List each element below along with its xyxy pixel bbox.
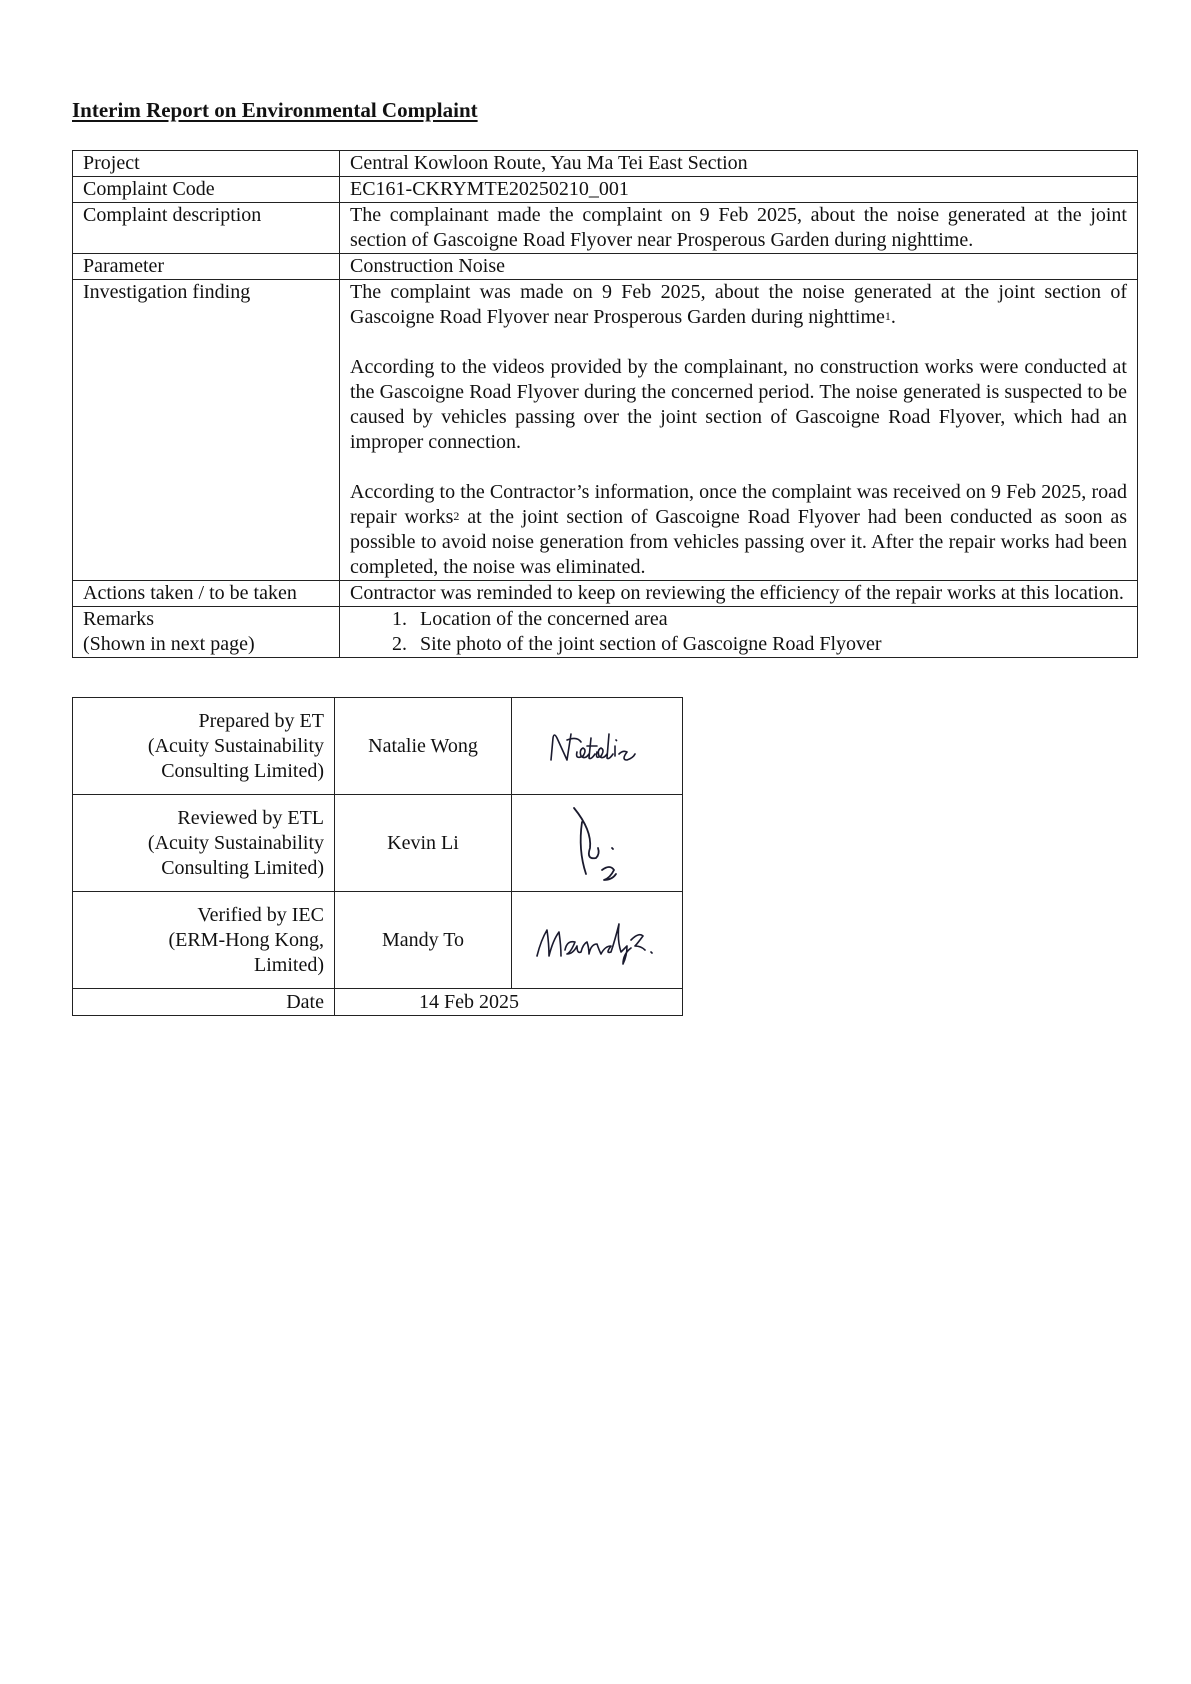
- reviewed-by-name: Kevin Li: [335, 795, 512, 892]
- table-row: [73, 795, 683, 892]
- actions-label: Actions taken / to be taken: [73, 581, 340, 607]
- finding-paragraph-1: [350, 280, 1127, 330]
- table-row: [73, 892, 683, 989]
- project-value: Central Kowloon Route, Yau Ma Tei East Section: [340, 151, 1138, 177]
- investigation-finding-label: Investigation finding: [73, 280, 340, 581]
- project-label: Project: [73, 151, 340, 177]
- reviewed-role-line-3: Consulting Limited): [161, 856, 324, 879]
- prepared-by-name: Natalie Wong: [335, 698, 512, 795]
- list-item: 1. Location of the concerned area: [412, 607, 1127, 632]
- reviewed-role-line-2: (Acuity Sustainability: [147, 831, 324, 854]
- prepared-role-line-1: Prepared by ET: [198, 709, 324, 732]
- table-row: [73, 698, 683, 795]
- finding-paragraph-2: According to the videos provided by the complainant, no construction works were conducted at the Gascoigne Road Flyover during the concerned period. The noise generated is suspected to be caused by vehicles passing over the joint section of Gascoigne Road Flyover, which had an improper connection.: [350, 356, 1127, 453]
- prepared-role-line-2: (Acuity Sustainability: [147, 734, 324, 757]
- complaint-code-value: EC161-CKRYMTE20250210_001: [340, 177, 1138, 203]
- remarks-label: [73, 607, 340, 658]
- prepared-signature: [512, 698, 683, 795]
- finding-paragraph-3: [350, 480, 1127, 580]
- verified-role-line-1: Verified by IEC: [197, 903, 324, 926]
- prepared-by-role: [73, 698, 335, 795]
- list-item: 2. Site photo of the joint section of Gascoigne Road Flyover: [412, 632, 1127, 657]
- table-row: [73, 581, 1138, 607]
- parameter-value: Construction Noise: [340, 254, 1138, 280]
- table-row: [73, 280, 1138, 581]
- finding-text-1: The complaint was made on 9 Feb 2025, about the noise generated at the joint section of Gascoigne Road Flyover near Prosperous Garden during nighttime: [350, 281, 1127, 328]
- remarks-label-line-2: (Shown in next page): [83, 633, 255, 655]
- verified-role-line-2: (ERM-Hong Kong,: [168, 928, 324, 951]
- signature-natalie: [537, 716, 657, 776]
- reviewed-signature: [512, 795, 683, 892]
- table-row: [73, 989, 683, 1016]
- footnote-2: 2: [453, 509, 460, 523]
- verified-signature: [512, 892, 683, 989]
- signature-mandy: [527, 910, 667, 970]
- remarks-label-line-1: Remarks: [83, 608, 155, 630]
- complaint-description-value: The complainant made the complaint on 9 Feb 2025, about the noise generated at the joint section of Gascoigne Road Flyover near Prosperous Garden during nighttime.: [340, 203, 1138, 254]
- parameter-label: Parameter: [73, 254, 340, 280]
- reviewed-by-role: [73, 795, 335, 892]
- verified-role-line-3: Limited): [254, 953, 324, 976]
- date-label: Date: [73, 989, 335, 1016]
- table-row: [73, 177, 1138, 203]
- signoff-table: [72, 697, 683, 1016]
- date-value: 14 Feb 2025: [335, 989, 683, 1016]
- complaint-details-table: [72, 150, 1138, 658]
- reviewed-role-line-1: Reviewed by ETL: [177, 806, 324, 829]
- complaint-description-label: Complaint description: [73, 203, 340, 254]
- table-row: [73, 254, 1138, 280]
- verified-by-name: Mandy To: [335, 892, 512, 989]
- remarks-list: [350, 607, 1127, 657]
- actions-value: Contractor was reminded to keep on reviewing the efficiency of the repair works at this location.: [340, 581, 1138, 607]
- footnote-1: 1: [884, 309, 891, 323]
- report-title: Interim Report on Environmental Complaint: [72, 98, 478, 122]
- table-row: [73, 607, 1138, 658]
- remarks-value: [340, 607, 1138, 658]
- table-row: [73, 151, 1138, 177]
- finding-text-1-end: .: [890, 306, 896, 328]
- complaint-code-label: Complaint Code: [73, 177, 340, 203]
- signature-kevin: [552, 800, 642, 886]
- table-row: [73, 203, 1138, 254]
- finding-text-3b: at the joint section of Gascoigne Road Flyover had been conducted as soon as possible to avoid noise generation from vehicles passing over it. After the repair works had been completed, the noise was eliminated.: [350, 506, 1127, 578]
- investigation-finding-value: [340, 280, 1138, 581]
- verified-by-role: [73, 892, 335, 989]
- prepared-role-line-3: Consulting Limited): [161, 759, 324, 782]
- finding-text-3a: According to the Contractor’s information, once the complaint was received on 9 Feb 2025, road repair works: [350, 481, 1127, 528]
